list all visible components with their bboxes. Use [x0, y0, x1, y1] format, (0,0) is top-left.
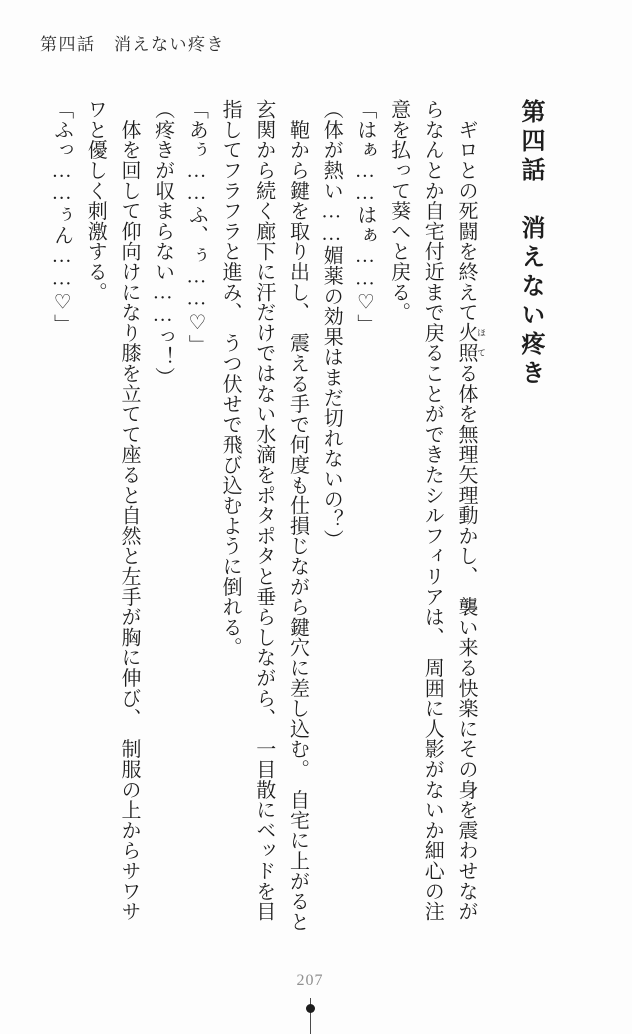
trim-mark-dot [306, 1004, 315, 1013]
chapter-title: 第四話 消えない疼き [517, 99, 543, 389]
paragraph: 鞄から鍵を取り出し、 震える手で何度も仕損じながら鍵穴に差し込む。 自宅に上がると玄関から続く廊下に汗だけではない水滴をポタポタと垂らしながら、 一目散にベッドを目指してフラフラと進み、 うつ伏せで飛び込むように倒れる。 [219, 99, 309, 932]
paragraph: 「あぅ……ふ、ぅ……♡」 [185, 99, 208, 355]
running-header: 第四話 消えない疼き [40, 35, 225, 54]
paragraph: （疼きが収まらない……っ！） [151, 99, 174, 388]
page-number: 207 [296, 972, 324, 989]
paragraph: ギロとの死闘を終えて火照 ほてる体を無理矢理動かし、 襲い来る快楽にその身を震わせながらなんとか自宅付近まで戻ることができたシルフィリアは、 周囲に人影がないか細心の注意を払って葵へと戻る。 [387, 99, 486, 922]
furigana-ruby: 火照 ほて [455, 322, 486, 363]
book-body-text [44, 99, 548, 937]
paragraph: 体を回して仰向けになり膝を立てて座ると自然と左手が胸に伸び、 制服の上からサワサワと優しく刺激する。 [84, 99, 140, 922]
paragraph: （体が熱い……媚薬の効果はまだ切れないの？） [320, 99, 343, 550]
paragraph: 「はぁ……はぁ……♡」 [353, 99, 376, 335]
paragraph: 「ふっ……ぅん……♡」 [50, 99, 73, 335]
